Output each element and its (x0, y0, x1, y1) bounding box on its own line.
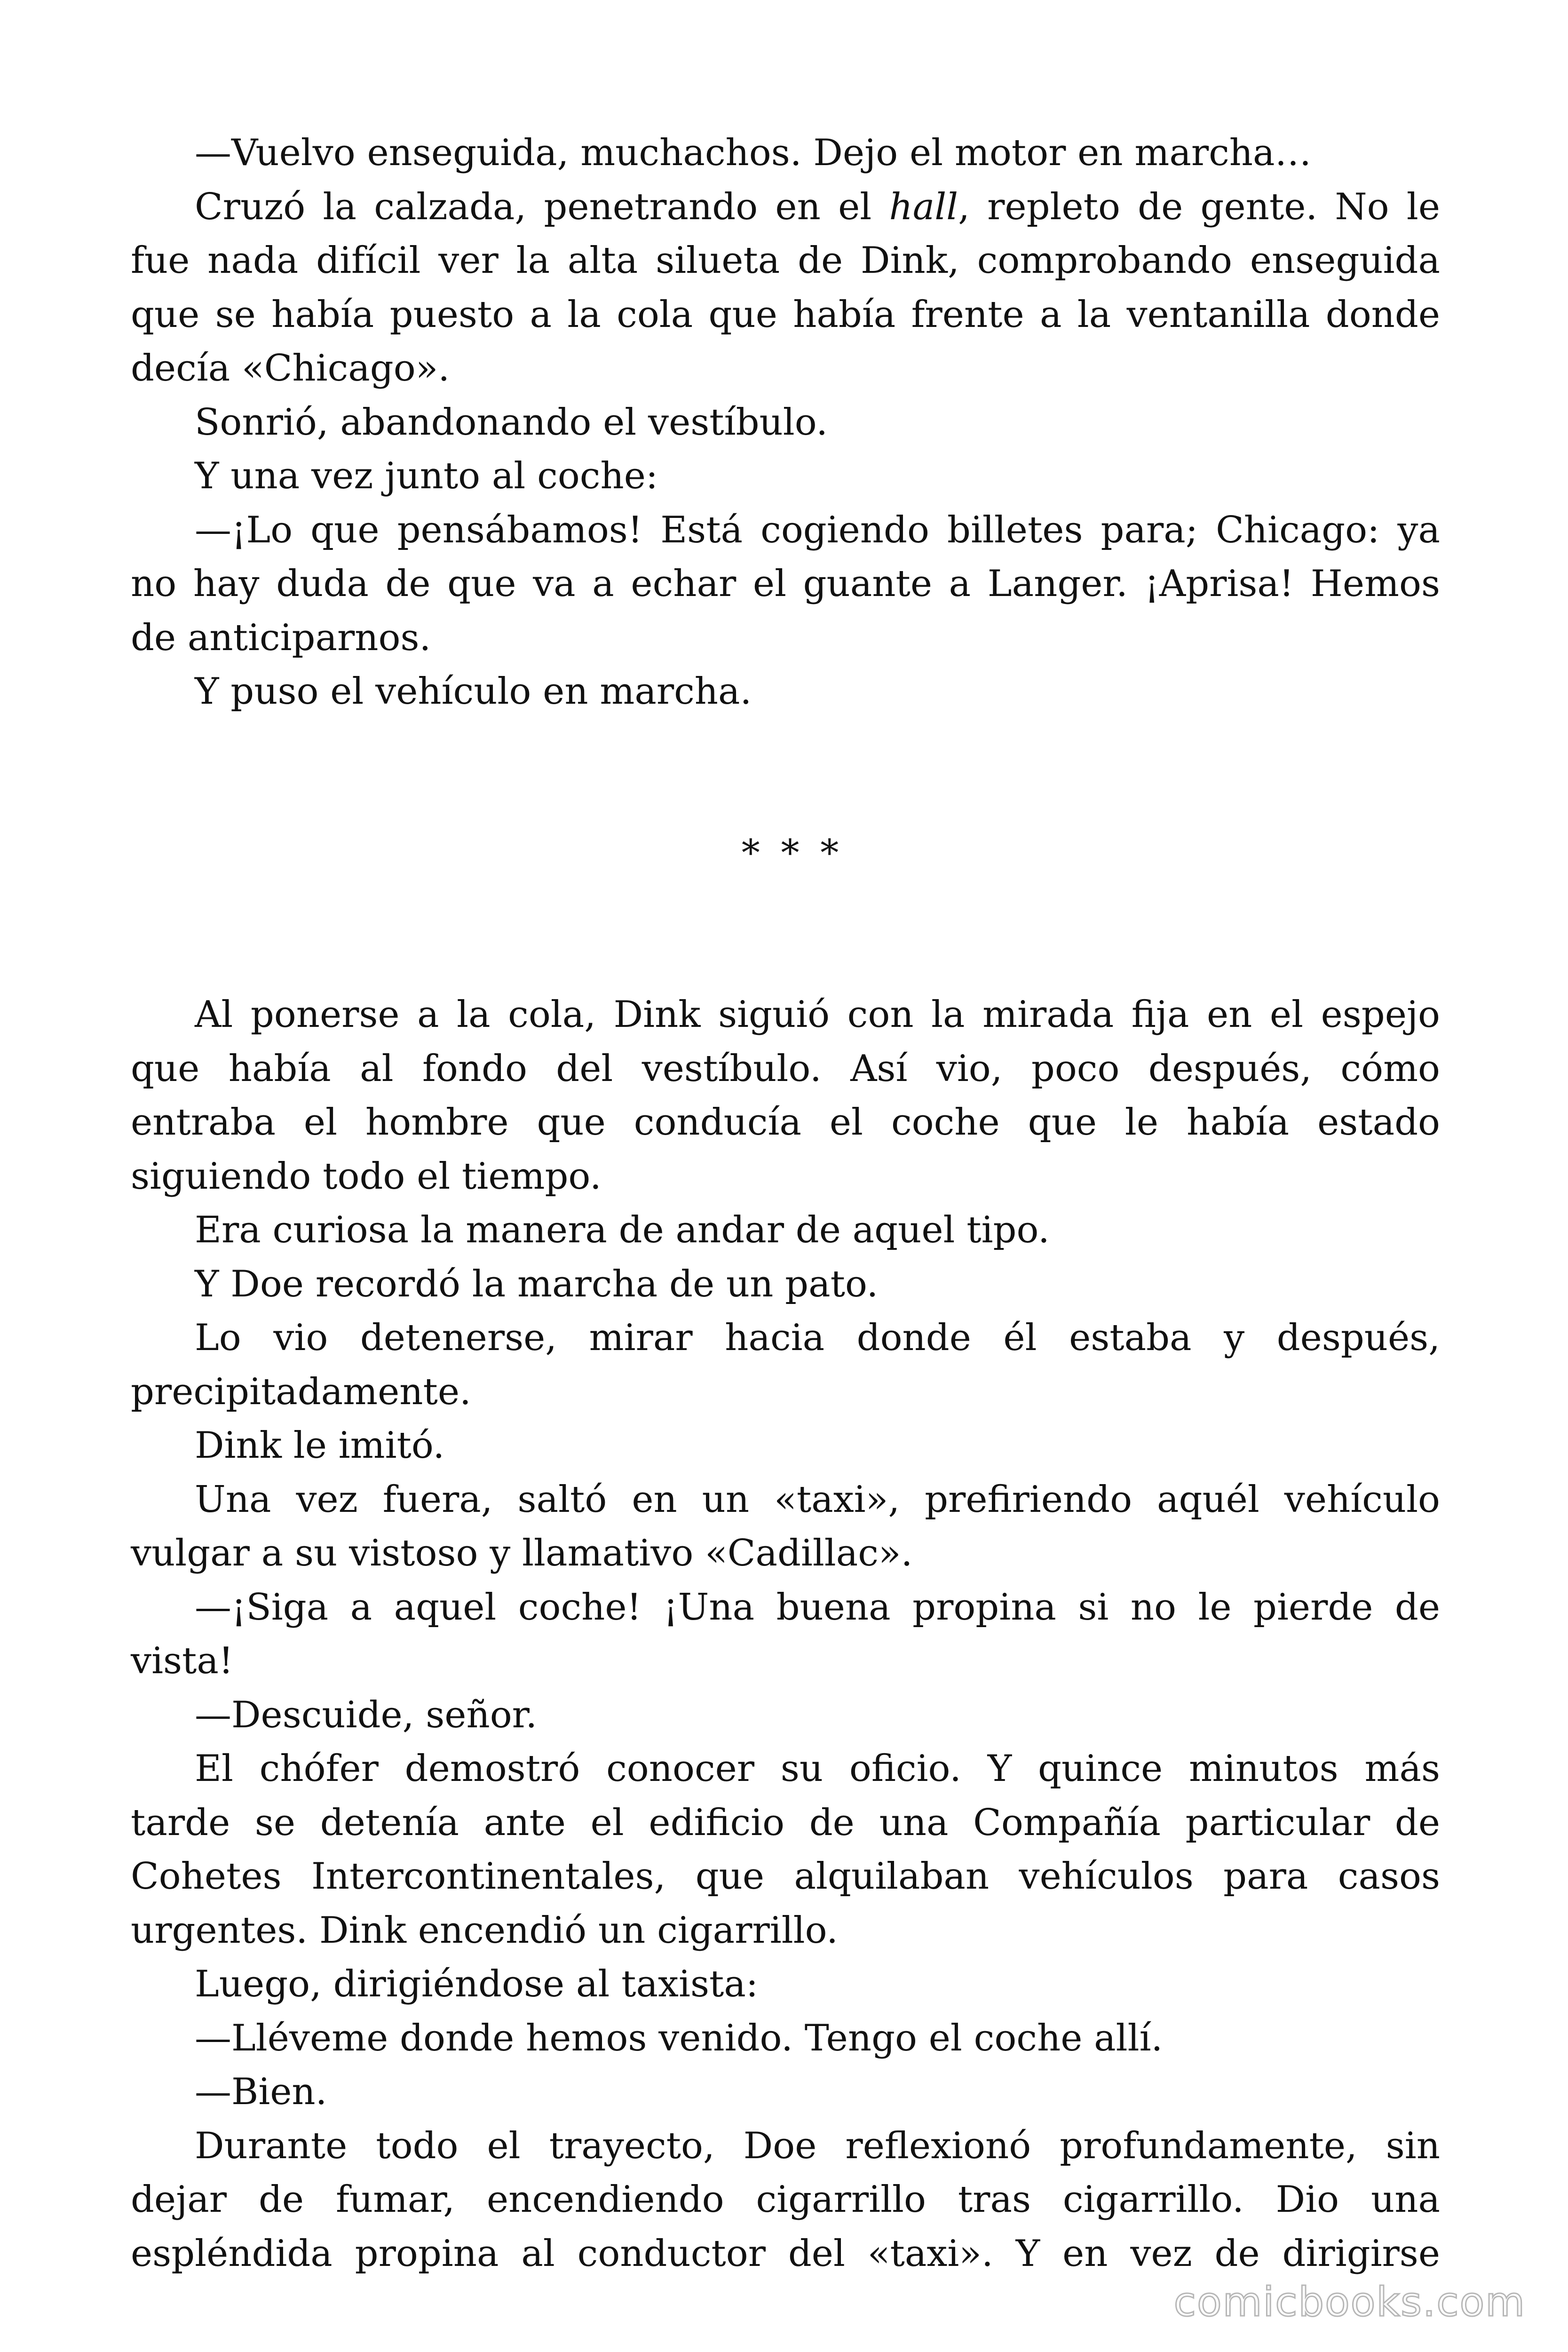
section-separator: * * * (741, 832, 844, 874)
watermark: comicbooks.com (1173, 2279, 1526, 2326)
text-line: precipitadamente. (131, 1370, 471, 1413)
text-line: Sonrió, abandonando el vestíbulo. (195, 401, 828, 444)
text-line: que se había puesto a la cola que había frente a la ventanilla donde (131, 293, 1440, 336)
text-block-2 (131, 988, 1440, 2280)
text-line: siguiendo todo el tiempo. (131, 1155, 602, 1198)
text-line: —¡Lo que pensábamos! Está cogiendo billetes para; Chicago: ya (195, 509, 1440, 551)
text-line: que había al fondo del vestíbulo. Así vio, poco después, cómo (131, 1047, 1440, 1090)
text-run: Cruzó la calzada, penetrando en el (195, 185, 889, 228)
page-text (131, 126, 1440, 2280)
text-line: dejar de fumar, encendiendo cigarrillo tras cigarrillo. Dio una (131, 2178, 1440, 2221)
text-line: —Descuide, señor. (195, 1693, 538, 1736)
text-line: de anticiparnos. (131, 616, 431, 659)
text-line: decía «Chicago». (131, 347, 450, 389)
text-line: Durante todo el trayecto, Doe reflexionó profundamente, sin (195, 2124, 1440, 2167)
section-gap-top (131, 719, 1440, 826)
text-line: entraba el hombre que conducía el coche que le había estado (131, 1101, 1440, 1144)
text-line: Era curiosa la manera de andar de aquel tipo. (195, 1209, 1050, 1251)
text-line: no hay duda de que va a echar el guante a Langer. ¡Aprisa! Hemos (131, 563, 1440, 605)
italic-word: hall (889, 185, 958, 228)
text-line: fue nada difícil ver la alta silueta de Dink, comprobando enseguida (131, 239, 1440, 282)
text-line (131, 180, 1440, 234)
text-line: Dink le imitó. (195, 1424, 445, 1467)
text-line: —¡Siga a aquel coche! ¡Una buena propina si no le pierde de (195, 1586, 1440, 1629)
text-line: urgentes. Dink encendió un cigarrillo. (131, 1909, 838, 1952)
text-line: Lo vio detenerse, mirar hacia donde él estaba y después, (195, 1317, 1440, 1359)
text-run: , repleto de gente. No le (958, 185, 1440, 228)
section-gap-bottom (131, 880, 1440, 988)
text-line: —Lléveme donde hemos venido. Tengo el coche allí. (195, 2017, 1163, 2059)
text-line: Y puso el vehículo en marcha. (195, 670, 752, 713)
text-line: —Vuelvo enseguida, muchachos. Dejo el motor en marcha… (195, 132, 1312, 174)
text-line: —Bien. (195, 2071, 327, 2113)
text-line: espléndida propina al conductor del «taxi». Y en vez de dirigirse (131, 2232, 1440, 2275)
text-line: vulgar a su vistoso y llamativo «Cadillac». (131, 1532, 913, 1574)
text-line: Y una vez junto al coche: (195, 455, 658, 497)
text-line: tarde se detenía ante el edificio de una Compañía particular de (131, 1801, 1440, 1844)
text-line: Luego, dirigiéndose al taxista: (195, 1963, 759, 2005)
text-line: Al ponerse a la cola, Dink siguió con la mirada fija en el espejo (195, 993, 1440, 1036)
text-line: Una vez fuera, saltó en un «taxi», prefiriendo aquél vehículo (195, 1478, 1440, 1521)
text-line: vista! (131, 1640, 234, 1682)
text-line: Cohetes Intercontinentales, que alquilaban vehículos para casos (131, 1855, 1440, 1898)
text-block-1 (131, 126, 1440, 719)
text-line: Y Doe recordó la marcha de un pato. (195, 1263, 879, 1305)
text-line: El chófer demostró conocer su oficio. Y quince minutos más (195, 1748, 1440, 1790)
